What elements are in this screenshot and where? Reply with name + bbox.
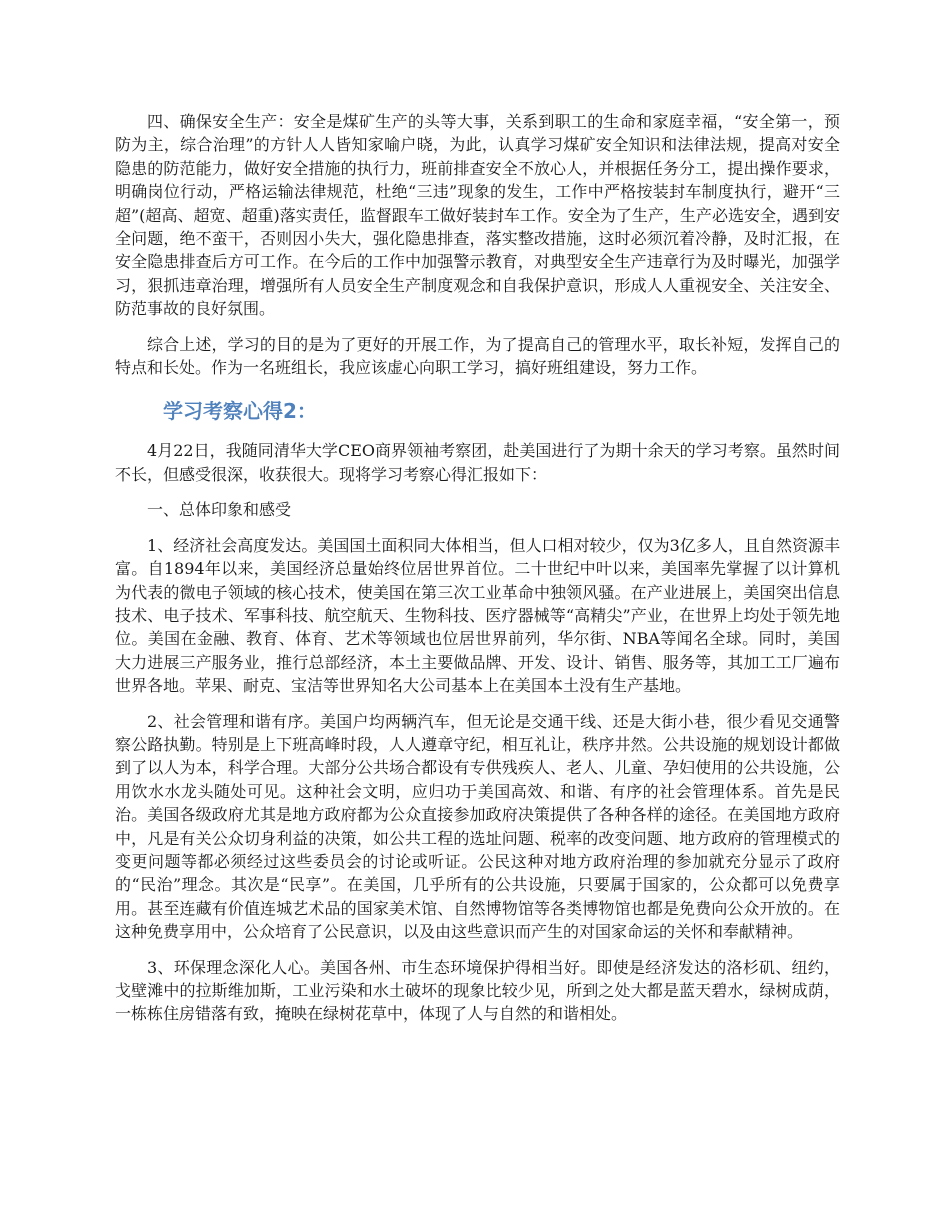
paragraph-environment: 3、环保理念深化人心。美国各州、市生态环境保护得相当好。即使是经济发达的洛杉矶、纽约，戈壁滩中的拉斯维加斯，工业污染和水土破坏的现象比较少见，所到之处大都是蓝天碧水，绿树成荫，一栋栋住房错落有致，掩映在绿树花草中，体现了人与自然的和谐相处。 [115, 957, 840, 1024]
paragraph-social-management: 2、社会管理和谐有序。美国户均两辆汽车，但无论是交通干线、还是大街小巷，很少看见交通警察公路执勤。特别是上下班高峰时段，人人遵章守纪，相互礼让，秩序井然。公共设施的规划设计都做到了以人为本，科学合理。大部分公共场合都设有专供残疾人、老人、儿童、孕妇使用的公共设施，公用饮水水龙头随处可见。这种社会文明，应归功于美国高效、和谐、有序的社会管理体系。首先是民治。美国各级政府尤其是地方政府都为公众直接参加政府决策提供了各种各样的途径。在美国地方政府中，凡是有关公众切身利益的决策，如公共工程的选址问题、税率的改变问题、地方政府的管理模式的变更问题等都必须经过这些委员会的讨论或听证。公民这种对地方政府治理的参加就充分显示了政府的“民治”理念。其次是“民享”。在美国，几乎所有的公共设施，只要属于国家的，公众都可以免费享用。甚至连藏有价值连城艺术品的国家美术馆、自然博物馆等各类博物馆也都是免费向公众开放的。在这种免费享用中，公众培育了公民意识，以及由这些意识而产生的对国家命运的关怀和奉献精神。 [115, 711, 840, 942]
paragraph-summary: 综合上述，学习的目的是为了更好的开展工作，为了提高自己的管理水平，取长补短，发挥自己的特点和长处。作为一名班组长，我应该虚心向职工学习，搞好班组建设，努力工作。 [115, 334, 840, 378]
document-page [115, 110, 840, 1038]
paragraph-safety-production: 四、确保安全生产：安全是煤矿生产的头等大事，关系到职工的生命和家庭幸福，“安全第一，预防为主，综合治理”的方针人人皆知家喻户晓，为此，认真学习煤矿安全知识和法律法规，提高对安全隐患的防范能力，做好安全措施的执行力，班前排查安全不放心人，并根据任务分工，提出操作要求，明确岗位行动，严格运输法律规范，杜绝“三违”现象的发生，工作中严格按装封车制度执行，避开“三超”(超高、超宽、超重)落实责任，监督跟车工做好装封车工作。安全为了生产，生产必选安全，遇到安全问题，绝不蛮干，否则因小失大，强化隐患排查，落实整改措施，这时必须沉着冷静，及时汇报，在安全隐患排查后方可工作。在今后的工作中加强警示教育，对典型安全生产违章行为及时曝光，加强学习，狠抓违章治理，增强所有人员安全生产制度观念和自我保护意识，形成人人重视安全、关注安全、防范事故的良好氛围。 [115, 112, 840, 319]
subheading-overall-impression: 一、总体印象和感受 [147, 500, 292, 520]
section-heading: 学习考察心得2： [163, 399, 317, 424]
paragraph-intro: 4月22日，我随同清华大学CEO商界领袖考察团，赴美国进行了为期十余天的学习考察。虽然时间不长，但感受很深，收获很大。现将学习考察心得汇报如下： [115, 441, 840, 484]
paragraph-economy: 1、经济社会高度发达。美国国土面积同大体相当，但人口相对较少，仅为3亿多人，且自然资源丰富。自1894年以来，美国经济总量始终位居世界首位。二十世纪中叶以来，美国率先掌握了以计算机为代表的微电子领域的核心技术，使美国在第三次工业革命中独领风骚。在产业进展上，美国突出信息技术、电子技术、军事科技、航空航天、生物科技、医疗器械等“高精尖”产业，在世界上均处于领先地位。美国在金融、教育、体育、艺术等领域也位居世界前列，华尔街、NBA等闻名全球。同时，美国大力进展三产服务业，推行总部经济，本土主要做品牌、开发、设计、销售、服务等，其加工工厂遍布世界各地。苹果、耐克、宝洁等世界知名大公司基本上在美国本土没有生产基地。 [115, 535, 840, 696]
